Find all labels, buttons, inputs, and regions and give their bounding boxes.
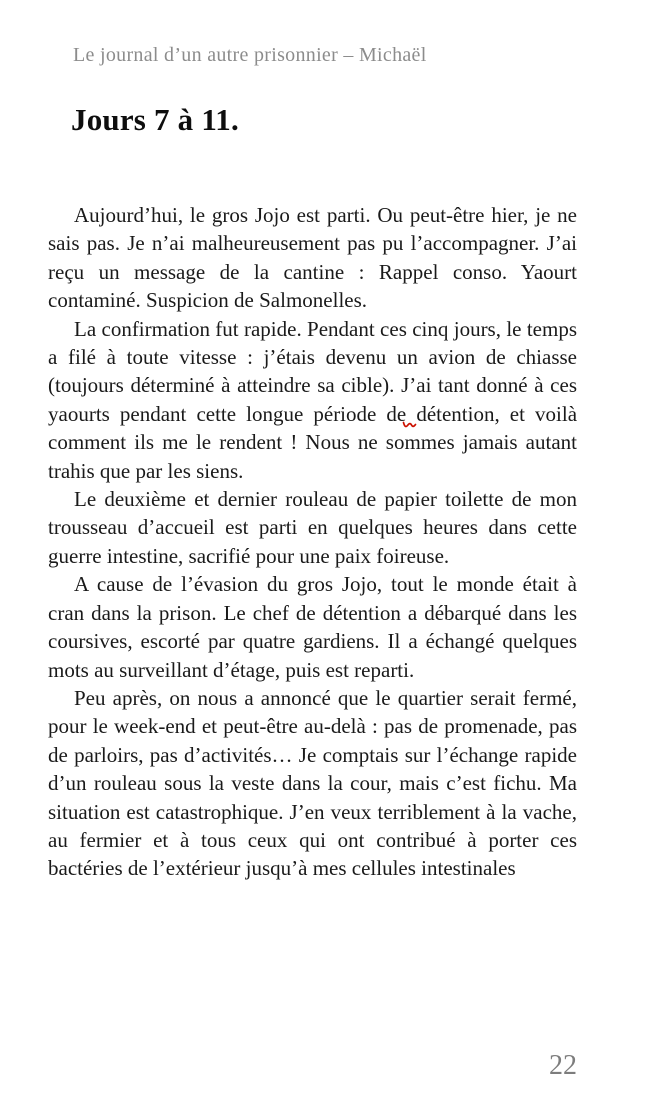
red-squiggle-annotation — [406, 402, 416, 426]
paragraph-4: A cause de l’évasion du gros Jojo, tout le monde était à cran dans la prison. Le chef de détention a débarqué dans les coursives, escorté par quatre gardiens. Il a échangé quelques mots au surveillant d’étage, puis est reparti. — [48, 572, 577, 682]
page-number: 22 — [549, 1050, 577, 1081]
paragraph-1: Aujourd’hui, le gros Jojo est parti. Ou peut-être hier, je ne sais pas. Je n’ai malheureusement pas pu l’accompagner. J’ai reçu un message de la cantine : Rappel conso. Yaourt contaminé. Suspicion de Salmonelles. — [48, 203, 577, 313]
paragraph-2-text-after-squiggle: détention, et voilà comment ils me le rendent ! Nous ne sommes jamais autant trahis que par les siens. — [48, 401, 578, 483]
chapter-title: Jours 7 à 11. — [71, 102, 239, 137]
paragraph-2 — [48, 315, 577, 485]
body-text — [48, 201, 577, 883]
paragraph-5: Peu après, on nous a annoncé que le quartier serait fermé, pour le week-end et peut-être au-delà : pas de promenade, pas de parloirs, pas d’activités… Je comptais sur l’échange rapide d’un rouleau sous la veste dans la cour, mais c’est fichu. Ma situation est catastrophique. J’en veux terriblement à la vache, au fermier et à tous ceux qui ont contribué à porter ces bactéries de l’extérieur jusqu’à mes cellules intestinales — [48, 685, 577, 881]
paragraph-2-text-before-squiggle: La confirmation fut rapide. Pendant ces cinq jours, le temps a filé à toute vitesse : j’étais devenu un avion de chiasse (toujours déterminé à atteindre sa cible). J’ai tant donné à ces yaourts pendant cette longue période de — [48, 316, 577, 426]
paragraph-3: Le deuxième et dernier rouleau de papier toilette de mon trousseau d’accueil est parti en quelques heures dans cette guerre intestine, sacrifié pour une paix foireuse. — [48, 487, 577, 568]
running-header: Le journal d’un autre prisonnier – Michaël — [73, 44, 427, 66]
